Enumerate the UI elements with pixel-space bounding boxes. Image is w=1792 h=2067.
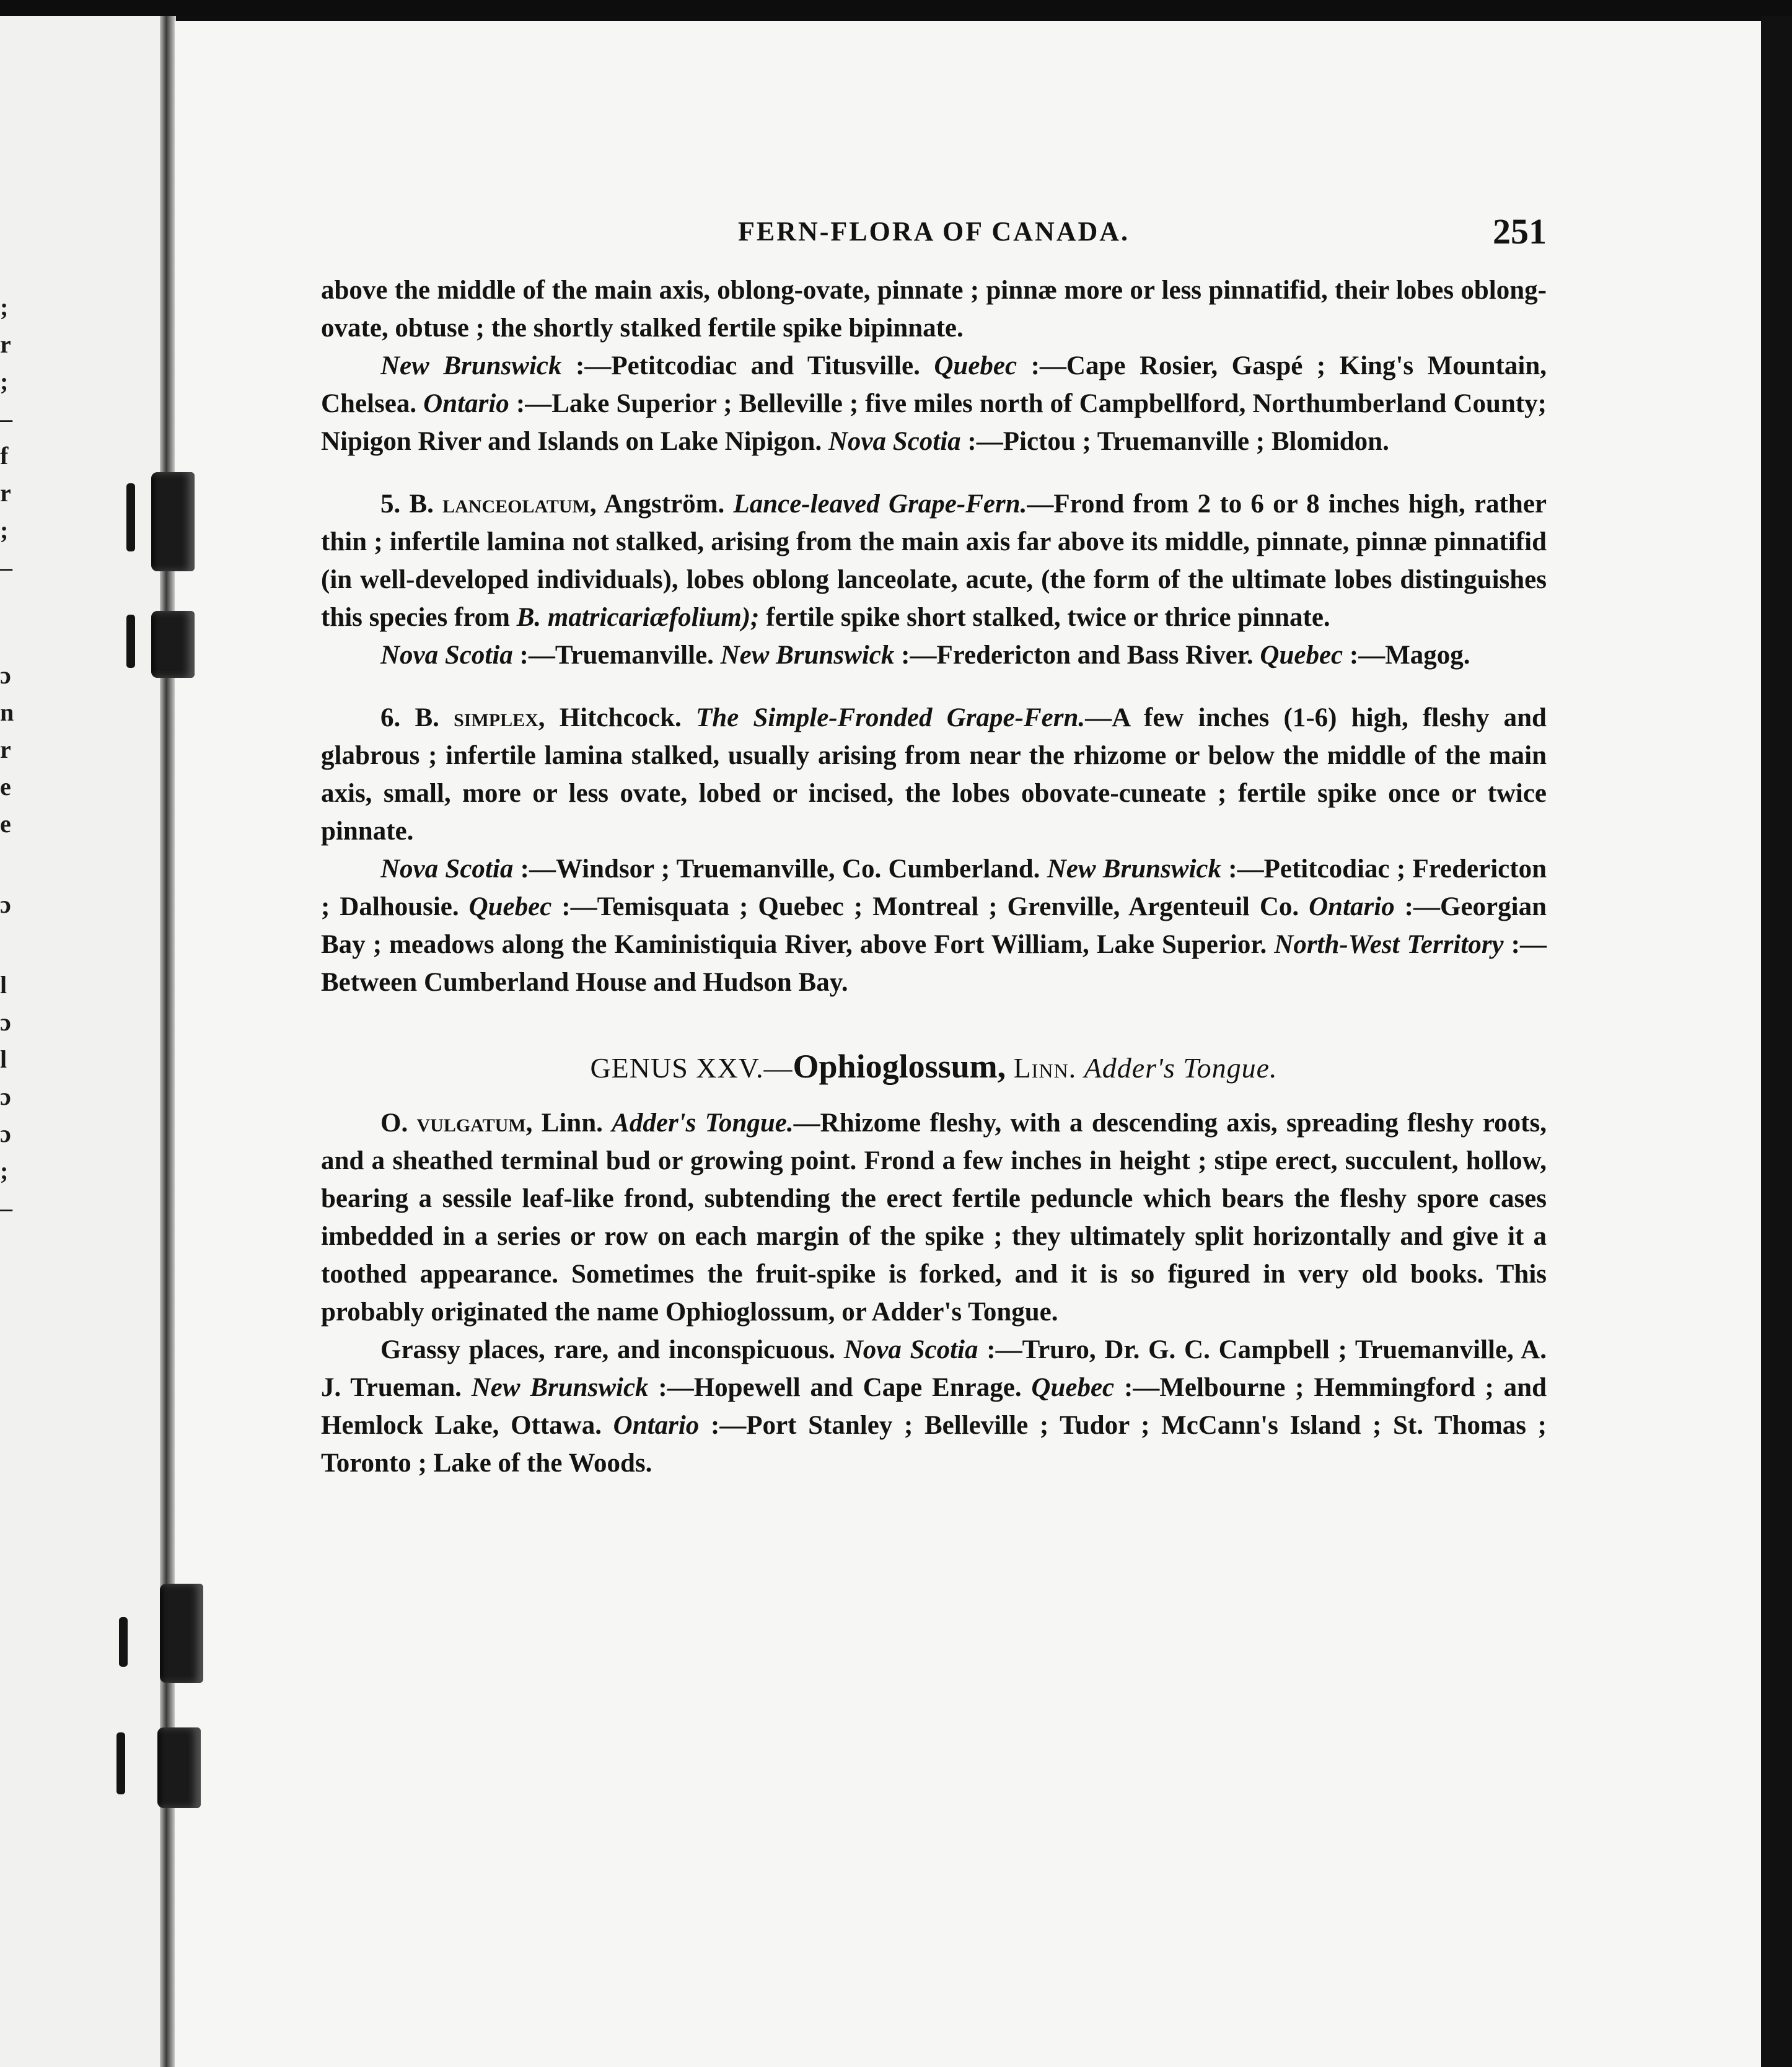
genus-heading <box>321 1047 1547 1086</box>
locality-text: :—Truemanville. <box>512 641 721 670</box>
left-page-fragment: r <box>0 330 11 358</box>
genus-common-name: Adder's Tongue. <box>1084 1052 1278 1084</box>
species-description: fertile spike short stalked, twice or thrice pinnate. <box>759 603 1330 632</box>
page-header <box>321 211 1547 254</box>
province-label: New Brunswick <box>471 1373 649 1402</box>
habitat-text: Grassy places, rare, and inconspicuous. <box>380 1335 844 1364</box>
locality-text: :—Windsor ; Truemanville, Co. Cumberland. <box>513 854 1047 884</box>
left-page-fragment: ; <box>0 516 9 544</box>
genus-prefix: GENUS XXV.— <box>590 1052 793 1084</box>
binding-tab <box>151 472 195 571</box>
species-description: —Frond from 2 to 6 or 8 inches high, rather thin ; infertile lamina not stalked, arising from the main axis far above its middle, pinnate, pinnæ pinnatifid (in well-developed individuals), lobes oblong lanceolate, acute, (the form of the ultimate lobes distinguishes this species from <box>321 489 1547 632</box>
genus-name: Ophioglossum, <box>793 1048 1006 1085</box>
province-label: Ontario <box>1309 892 1395 921</box>
paragraph-localities-b6 <box>321 850 1547 1001</box>
province-label: Nova Scotia <box>380 854 514 884</box>
species-reference: B. matricariæfolium); <box>516 603 760 632</box>
left-page-fragment: r <box>0 735 11 763</box>
locality-text: :—Between Cumberland House and Hudson Bay. <box>321 930 1547 997</box>
binding-tab <box>157 1727 201 1808</box>
binding-tab <box>160 1584 203 1683</box>
species-author: , Angström. <box>589 489 734 519</box>
left-page-fragment: – <box>0 405 12 432</box>
province-label: Ontario <box>423 389 509 418</box>
species-entry-simplex <box>321 699 1547 850</box>
province-label: Quebec <box>934 351 1017 380</box>
left-page-fragment: ɔ <box>0 1008 11 1036</box>
species-number: 5. B. <box>380 489 443 519</box>
locality-text: :—Truro, Dr. G. C. Campbell ; Truemanville, A. J. Trueman. <box>321 1335 1547 1402</box>
left-page-fragment: ɔ <box>0 1082 11 1110</box>
locality-text: :—Cape Rosier, Gaspé ; King's Mountain, Chelsea. <box>321 351 1547 418</box>
page-text-block <box>321 211 1547 1482</box>
left-page-fragment: r <box>0 479 11 507</box>
locality-text: :—Temisquata ; Quebec ; Montreal ; Grenville, Argenteuil Co. <box>551 892 1309 921</box>
left-page-edge <box>0 16 162 2067</box>
province-label: New Brunswick <box>1047 854 1221 884</box>
left-page-fragment: ɔ <box>0 890 11 918</box>
left-page-fragment: ; <box>0 1157 9 1185</box>
locality-text: :—Magog. <box>1343 641 1470 670</box>
common-name: The Simple-Fronded Grape-Fern. <box>696 703 1086 732</box>
locality-text: :—Melbourne ; Hemmingford ; and Hemlock Lake, Ottawa. <box>321 1373 1547 1440</box>
left-page-fragment: f <box>0 442 9 470</box>
species-number: O. <box>380 1108 417 1138</box>
locality-text: :—Petitcodiac and Titusville. <box>561 351 934 380</box>
scan-right-border <box>1761 16 1792 2067</box>
left-page-fragment: ɔ <box>0 661 11 689</box>
common-name: Adder's Tongue. <box>612 1108 794 1138</box>
left-page-fragment: l <box>0 971 7 999</box>
province-label: New Brunswick <box>720 641 895 670</box>
running-title: FERN-FLORA OF CANADA. <box>737 216 1130 247</box>
locality-text: :—Pictou ; Truemanville ; Blomidon. <box>960 427 1389 456</box>
locality-text: :—Lake Superior ; Belleville ; five miles north of Campbellford, Northumberland County; Nipigon River and Islands on Lake Nipigon. <box>321 389 1547 456</box>
province-label: Nova Scotia <box>843 1335 978 1364</box>
page-number: 251 <box>1493 211 1547 252</box>
species-name: vulgatum <box>416 1108 526 1138</box>
paragraph-localities-b4 <box>321 347 1547 460</box>
species-description: —A few inches (1-6) high, fleshy and glabrous ; infertile lamina stalked, usually arising from near the rhizome or below the middle of the main axis, small, more or less ovate, lobed or incised, the lobes obovate-cuneate ; fertile spike once or twice pinnate. <box>321 703 1547 846</box>
common-name: Lance-leaved Grape-Fern. <box>733 489 1027 519</box>
province-label: Ontario <box>613 1411 700 1440</box>
binding-tab <box>151 611 195 678</box>
left-page-fragment: – <box>0 1194 12 1222</box>
province-label: North-West Territory <box>1274 930 1504 959</box>
province-label: Quebec <box>468 892 552 921</box>
locality-text: :—Fredericton and Bass River. <box>894 641 1260 670</box>
paragraph-localities-b5 <box>321 636 1547 674</box>
left-page-fragment: e <box>0 773 11 801</box>
species-number: 6. B. <box>380 703 454 732</box>
binding-mark <box>116 1732 125 1794</box>
left-page-fragment: n <box>0 698 14 726</box>
genus-author: Linn. <box>1006 1052 1084 1084</box>
left-page-fragment: – <box>0 553 12 581</box>
province-label: Nova Scotia <box>828 427 961 456</box>
locality-text: :—Georgian Bay ; meadows along the Kaministiquia River, above Fort William, Lake Superior. <box>321 892 1547 959</box>
left-page-fragment: ; <box>0 293 9 321</box>
province-label: Quebec <box>1031 1373 1115 1402</box>
binding-mark <box>126 615 135 668</box>
province-label: Quebec <box>1260 641 1343 670</box>
left-page-fragment: ɔ <box>0 1120 11 1148</box>
species-description: —Rhizome fleshy, with a descending axis, spreading fleshy roots, and a sheathed terminal bud or growing point. Frond a few inches in height ; stipe erect, succulent, hollow, bearing a sessile leaf-like frond, subtending the erect fertile peduncle which bears the fleshy spore cases imbedded in a series or row on each margin of the spike ; they ultimately split horizontally and give it a toothed appearance. Sometimes the fruit-spike is forked, and it is so figured in very old books. This probably originated the name Ophioglossum, or Adder's Tongue. <box>321 1108 1547 1327</box>
paragraph-localities-ophioglossum <box>321 1331 1547 1482</box>
locality-text: :—Hopewell and Cape Enrage. <box>648 1373 1032 1402</box>
binding-mark <box>119 1617 128 1667</box>
species-entry-vulgatum <box>321 1104 1547 1331</box>
locality-text: :—Port Stanley ; Belleville ; Tudor ; McCann's Island ; St. Thomas ; Toronto ; Lake of the Woods. <box>321 1411 1547 1478</box>
province-label: Nova Scotia <box>380 641 513 670</box>
binding-mark <box>126 483 135 551</box>
paragraph-continuation: above the middle of the main axis, oblong-ovate, pinnate ; pinnæ more or less pinnatifid, their lobes oblong-ovate, obtuse ; the shortly stalked fertile spike bipinnate. <box>321 276 1547 343</box>
species-author: , Hitchcock. <box>538 703 696 732</box>
species-name: lanceolatum <box>442 489 590 519</box>
species-author: , Linn. <box>525 1108 612 1138</box>
scan-top-border <box>0 0 1792 16</box>
locality-text: :—Petitcodiac ; Fredericton ; Dalhousie. <box>321 854 1547 921</box>
species-entry-lanceolatum <box>321 485 1547 636</box>
left-page-fragment: ; <box>0 367 9 395</box>
species-name: simplex <box>454 703 538 732</box>
province-label: New Brunswick <box>380 351 562 380</box>
left-page-fragment: e <box>0 810 11 838</box>
left-page-fragment: l <box>0 1045 7 1073</box>
